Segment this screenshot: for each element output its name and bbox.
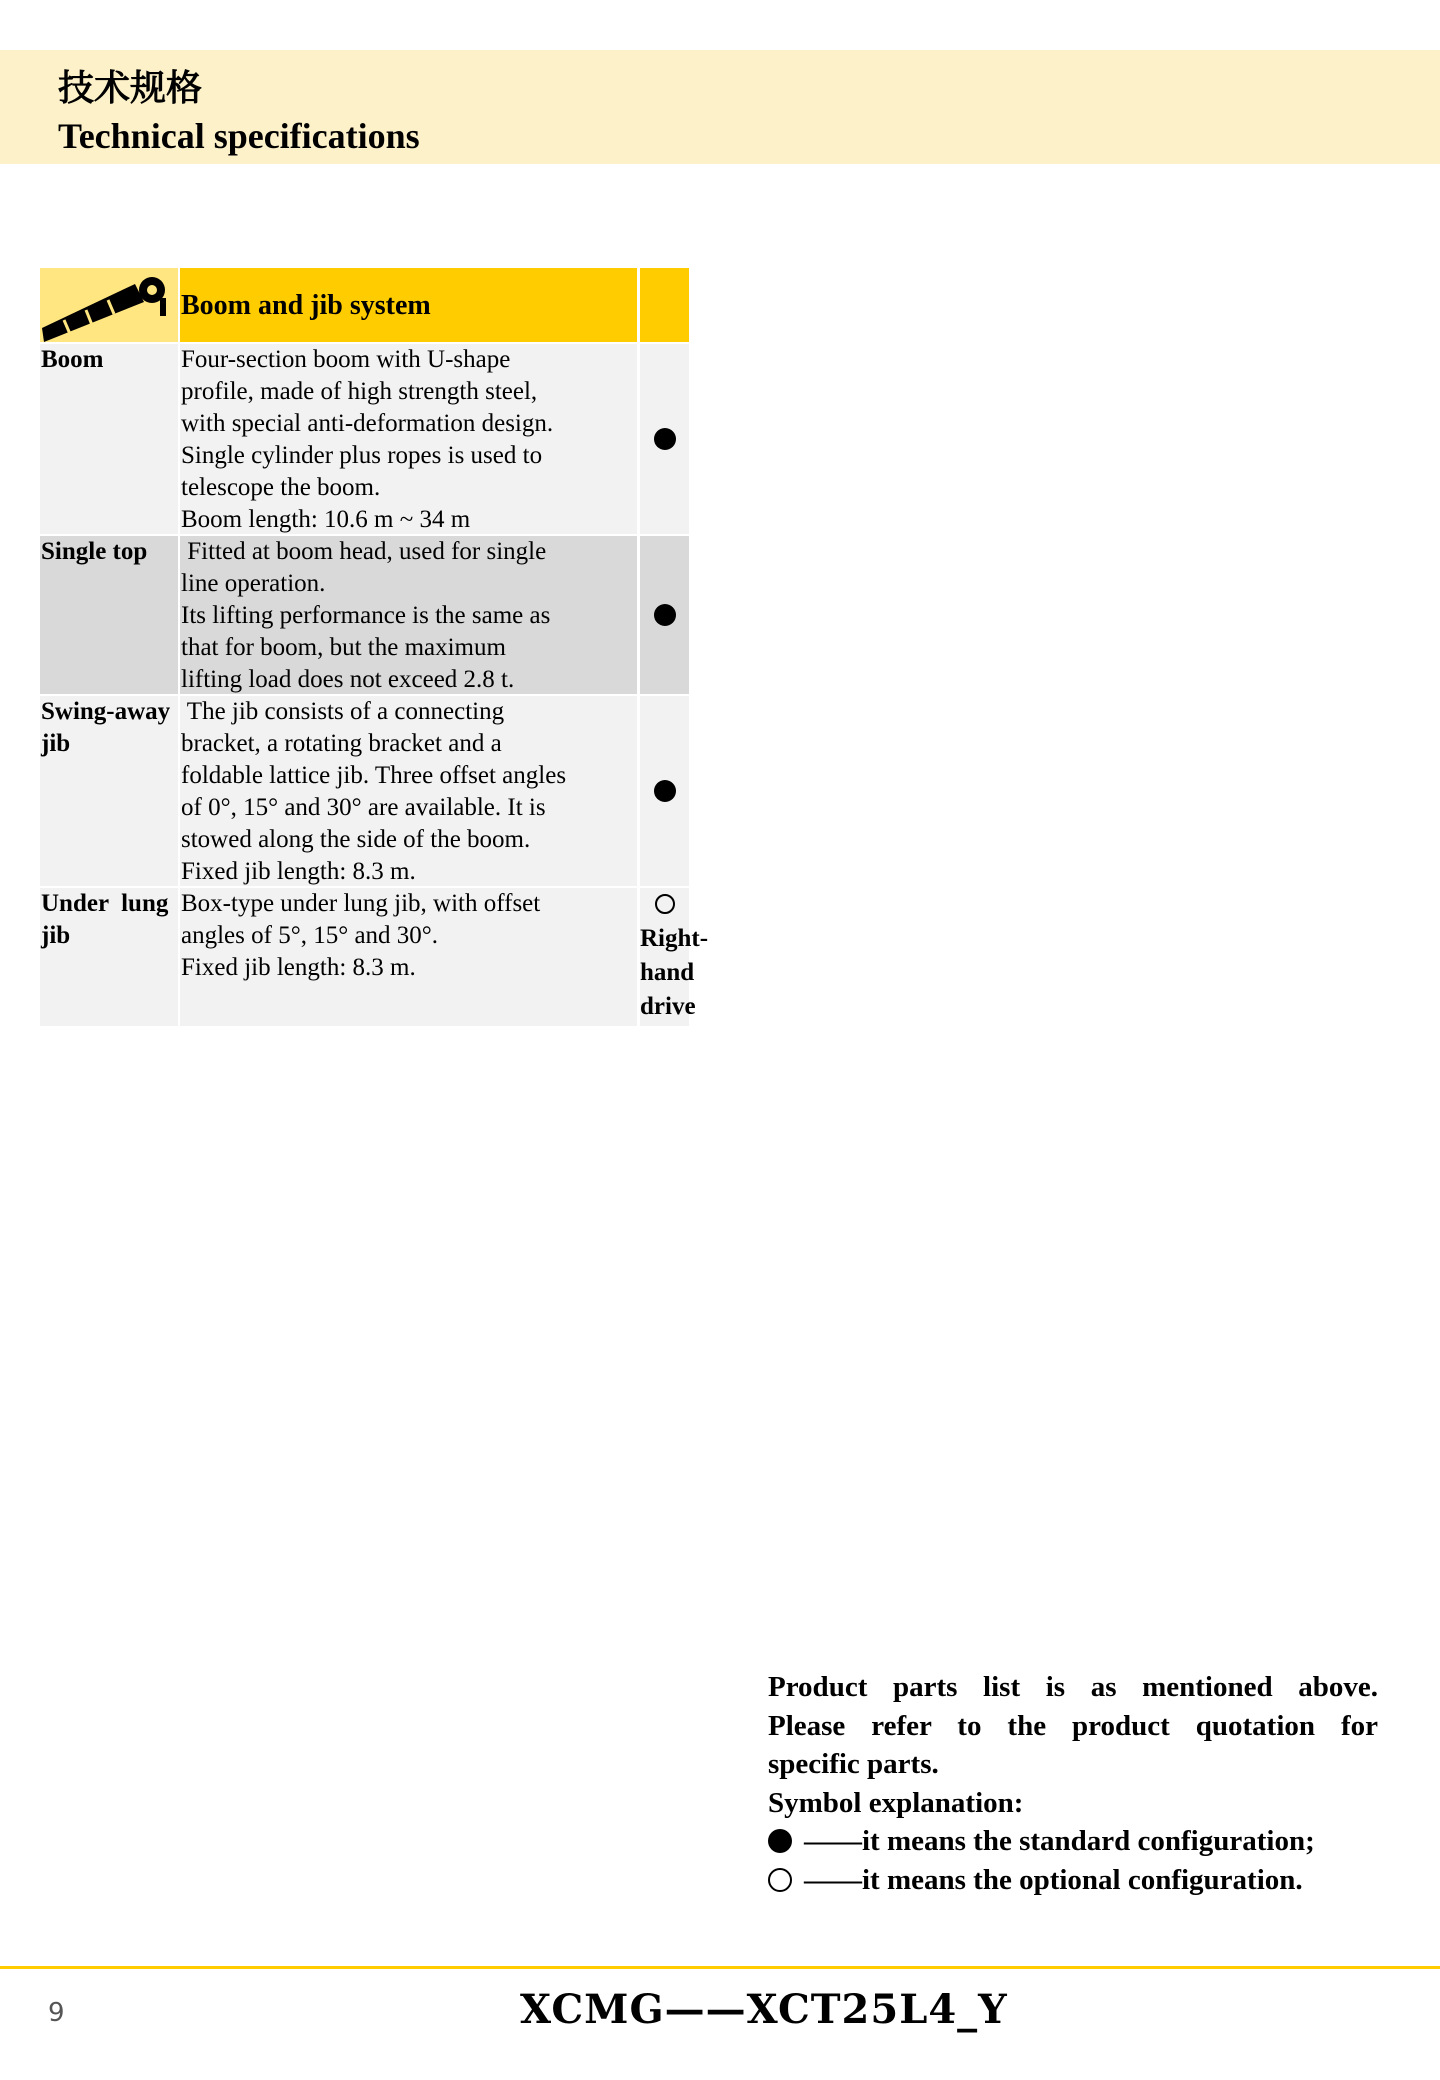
symbol-note-line: Right-	[640, 925, 709, 952]
optional-legend-text: ——it means the optional configuration.	[804, 1863, 1303, 1896]
note-line: Please refer to the product quotation for	[768, 1709, 1378, 1742]
standard-dot-icon	[654, 604, 676, 626]
section-title: Boom and jib system	[181, 290, 431, 321]
row-label: Swing-away	[41, 698, 171, 725]
optional-circle-icon	[655, 894, 675, 914]
description-line: Fixed jib length: 8.3 m.	[181, 858, 416, 885]
description-line: Single cylinder plus ropes is used to	[181, 442, 543, 469]
table-row	[40, 536, 689, 694]
description-line: angles of 5°, 15° and 30°.	[181, 922, 439, 949]
symbol-header-cell	[640, 268, 689, 342]
boom-icon-cell	[40, 268, 178, 342]
symbol-cell	[640, 536, 689, 694]
row-description	[180, 888, 637, 1026]
description-line: Its lifting performance is the same as	[181, 602, 551, 629]
footer-brand: XCMG——XCT25L4_Y	[520, 1986, 1008, 2033]
notes-block	[768, 1668, 1378, 1899]
standard-dot-icon	[654, 428, 676, 450]
description-line: Fitted at boom head, used for single	[181, 538, 547, 565]
row-label: Boom	[41, 346, 104, 373]
optional-circle-icon	[768, 1868, 792, 1892]
standard-legend-row	[768, 1822, 1378, 1861]
description-line: The jib consists of a connecting	[181, 698, 505, 725]
description-line: Four-section boom with U-shape	[181, 346, 511, 373]
table-row	[40, 696, 689, 886]
row-label: Single top	[41, 538, 148, 565]
standard-dot-icon	[768, 1829, 792, 1853]
description-line: line operation.	[181, 570, 326, 597]
description-line: foldable lattice jib. Three offset angles	[181, 762, 567, 789]
description-line: Box-type under lung jib, with offset	[181, 890, 541, 917]
row-description	[180, 696, 637, 886]
symbol-cell	[640, 888, 709, 1026]
page-number: 9	[48, 1998, 65, 2028]
standard-legend-text: ——it means the standard configuration;	[804, 1825, 1315, 1857]
description-line: stowed along the side of the boom.	[181, 826, 531, 853]
description-line: that for boom, but the maximum	[181, 634, 506, 661]
standard-dot-icon	[654, 780, 676, 802]
description-line: profile, made of high strength steel,	[181, 378, 538, 405]
table-header-row	[40, 268, 689, 342]
note-line: Product parts list is as mentioned above.	[768, 1671, 1378, 1703]
description-line: Fixed jib length: 8.3 m.	[181, 954, 416, 981]
description-line: telescope the boom.	[181, 474, 381, 501]
table-row	[40, 344, 689, 534]
boom-icon	[40, 268, 170, 342]
optional-legend-row	[768, 1861, 1378, 1900]
section-title-cell	[180, 268, 637, 342]
description-line: bracket, a rotating bracket and a	[181, 730, 502, 757]
row-label: jib	[41, 922, 71, 949]
description-line: lifting load does not exceed 2.8 t.	[181, 666, 515, 693]
row-label: Under lung	[41, 890, 169, 917]
description-line: Boom length: 10.6 m ~ 34 m	[181, 506, 471, 533]
symbol-note-line: hand	[640, 959, 695, 986]
note-line: Symbol explanation:	[768, 1786, 1024, 1819]
row-label: jib	[41, 730, 71, 757]
table-row	[40, 888, 709, 1026]
footer-divider	[0, 1966, 1440, 1969]
row-description	[180, 344, 637, 534]
row-description	[180, 536, 637, 694]
page-title-chinese: 技术规格	[58, 68, 203, 109]
note-line: specific parts.	[768, 1748, 939, 1780]
symbol-note-line: drive	[640, 993, 696, 1020]
symbol-cell	[640, 696, 689, 886]
symbol-cell	[640, 344, 689, 534]
page-title-english: Technical specifications	[58, 116, 420, 156]
description-line: with special anti-deformation design.	[181, 410, 554, 437]
description-line: of 0°, 15° and 30° are available. It is	[181, 794, 546, 821]
